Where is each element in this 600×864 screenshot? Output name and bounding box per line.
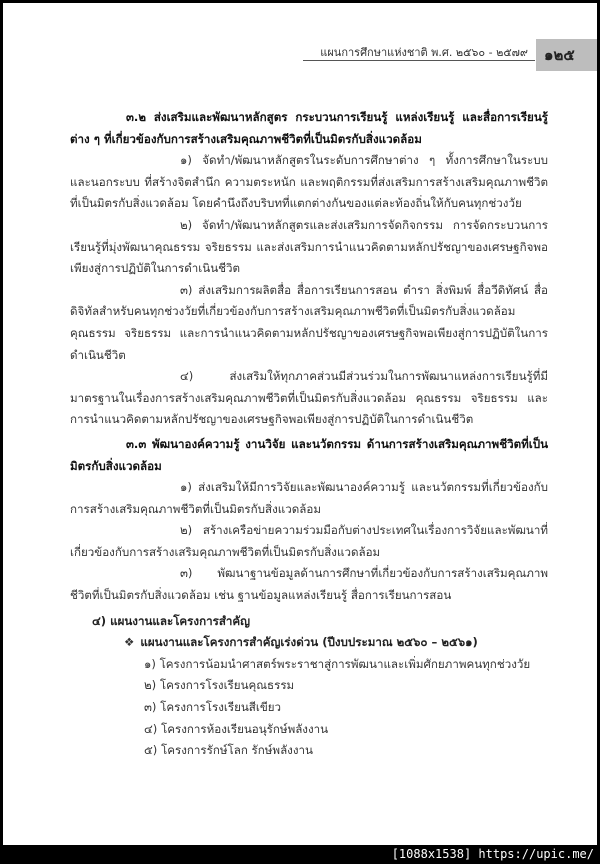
four-diamond-star-icon: ❖ — [124, 635, 135, 650]
paragraph: ๓) ส่งเสริมการผลิตสื่อ สื่อการเรียนการสอน ตำรา สิ่งพิมพ์ สื่อวีดิทัศน์ สื่อดิจิทัลสำหรับคนทุกช่วงวัยที่เกี่ยวข้องกับการสร้างเสริมคุณภาพชีวิตที่เป็นมิตรกับสิ่งแวดล้อม คุณธรรม จริยธรรม และการนำแนวคิดตามหลักปรัชญาของเศรษฐกิจพอเพียงสู่การปฏิบัติในการดำเนินชีวิต — [70, 282, 548, 362]
section-3-3-heading: ๓.๓ พัฒนาองค์ความรู้ งานวิจัย และนวัตกรรม ด้านการสร้างเสริมคุณภาพชีวิตที่เป็นมิตรกับสิ่งแวดล้อม — [70, 436, 548, 473]
page-number: ๑๒๕ — [536, 39, 597, 71]
header-divider — [303, 60, 535, 61]
project-item: ๒) โครงการโรงเรียนคุณธรรม — [144, 678, 295, 693]
paragraph: ๓) พัฒนาฐานข้อมูลด้านการศึกษาที่เกี่ยวข้องกับการสร้างเสริมคุณภาพชีวิตที่เป็นมิตรกับสิ่งแวดล้อม เช่น ฐานข้อมูลแหล่งเรียนรู้ สื่อการเรียนการสอน — [70, 566, 548, 603]
section-3-2-heading: ๓.๒ ส่งเสริมและพัฒนาหลักสูตร กระบวนการเรียนรู้ แหล่งเรียนรู้ และสื่อการเรียนรู้ต่าง ๆ ที่เกี่ยวข้องกับการสร้างเสริมคุณภาพชีวิตที่เป็นมิตรกับสิ่งแวดล้อม — [70, 110, 548, 146]
paragraph: ๑) จัดทำ/พัฒนาหลักสูตรในระดับการศึกษาต่าง ๆ ทั้งการศึกษาในระบบและนอกระบบ ที่สร้างจิตสำนึก ความตระหนัก และพฤติกรรมที่ส่งเสริมการสร้างเสริมคุณภาพชีวิตที่เป็นมิตรกับสิ่งแวดล้อม โดยคำนึงถึงบริบทที่แตกต่างกันของแต่ละท้องถิ่นให้กับคนทุกช่วงวัย — [70, 153, 548, 211]
project-item: ๑) โครงการน้อมนำศาสตร์พระราชาสู่การพัฒนาและเพิ่มศักยภาพคนทุกช่วงวัย — [144, 656, 531, 671]
image-host-footer: [1088x1538] https://upic.me/ — [391, 847, 594, 861]
priority-projects-heading — [70, 632, 548, 654]
section-4-heading: ๔) แผนงานและโครงการสำคัญ — [92, 613, 251, 628]
running-header-title: แผนการศึกษาแห่งชาติ พ.ศ. ๒๕๖๐ - ๒๕๗๙ — [320, 46, 528, 59]
project-item: ๓) โครงการโรงเรียนสีเขียว — [144, 700, 282, 715]
paragraph: ๒) สร้างเครือข่ายความร่วมมือกับต่างประเทศในเรื่องการวิจัยและพัฒนาที่เกี่ยวข้องกับการสร้างเสริมคุณภาพชีวิตที่เป็นมิตรกับสิ่งแวดล้อม — [70, 523, 548, 559]
paragraph: ๑) ส่งเสริมให้มีการวิจัยและพัฒนาองค์ความรู้ และนวัตกรรมที่เกี่ยวข้องกับการสร้างเสริมคุณภาพชีวิตที่เป็นมิตรกับสิ่งแวดล้อม — [70, 480, 548, 516]
priority-projects-label: แผนงานและโครงการสำคัญเร่งด่วน (ปีงบประมาณ ๒๕๖๐ – ๒๕๖๑) — [140, 635, 478, 650]
project-item: ๕) โครงการรักษ์โลก รักษ์พลังงาน — [144, 743, 313, 758]
paragraph: ๔) ส่งเสริมให้ทุกภาคส่วนมีส่วนร่วมในการพัฒนาแหล่งการเรียนรู้ที่มีมาตรฐานในเรื่องการสร้างเสริมคุณภาพชีวิตที่เป็นมิตรกับสิ่งแวดล้อม คุณธรรม จริยธรรม และการนำแนวคิดตามหลักปรัชญาของเศรษฐกิจพอเพียงสู่การปฏิบัติในการดำเนินชีวิต — [70, 369, 548, 427]
page-body — [70, 107, 548, 762]
paragraph: ๒) จัดทำ/พัฒนาหลักสูตรและส่งเสริมการจัดกิจกรรม การจัดกระบวนการเรียนรู้ที่มุ่งพัฒนาคุณธรรม จริยธรรม และส่งเสริมการนำแนวคิดตามหลักปรัชญาของเศรษฐกิจพอเพียงสู่การปฏิบัติในการดำเนินชีวิต — [70, 217, 548, 276]
document-page — [3, 3, 597, 845]
project-item: ๔) โครงการห้องเรียนอนุรักษ์พลังงาน — [144, 721, 329, 736]
